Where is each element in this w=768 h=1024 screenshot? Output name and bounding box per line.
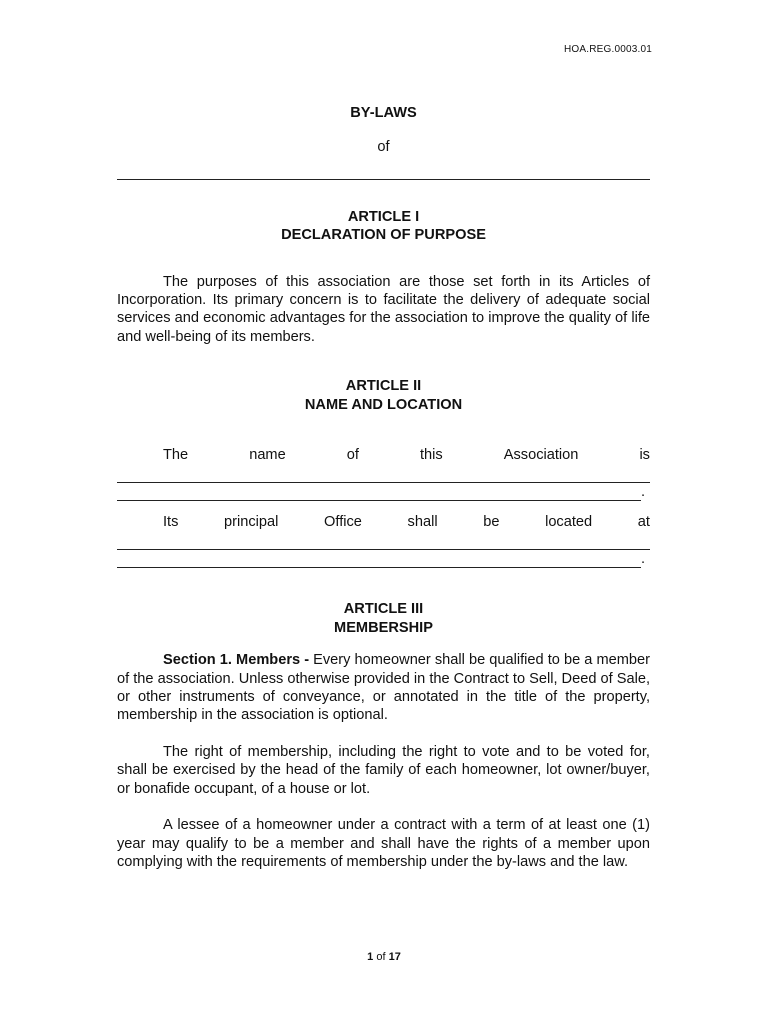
document-body	[117, 104, 650, 871]
word: Its	[163, 514, 179, 531]
article-1-number: ARTICLE I	[347, 208, 420, 225]
period: .	[641, 483, 646, 500]
article-2-number: ARTICLE II	[345, 378, 422, 395]
office-blank-line-2	[117, 550, 650, 568]
office-location-line	[117, 513, 650, 531]
section-1-text: Every homeowner shall be qualified to be a member of the association. Unless otherwise provided in the Contract to Sell, Deed of Sale, or other instruments of conveyance, or annotated in the title of the property, membership in the association is optional.	[117, 652, 650, 724]
word: be	[483, 514, 500, 531]
word: name	[249, 447, 286, 464]
lessee-paragraph: A lessee of a homeowner under a contract with a term of at least one (1) year may qualify to be a member and shall have the rights of a member upon complying with the requirements of membership under the by-laws and the law.	[117, 817, 650, 870]
word: Office	[324, 514, 362, 531]
article-1-title: DECLARATION OF PURPOSE	[281, 227, 486, 244]
article-2-title: NAME AND LOCATION	[304, 396, 463, 413]
name-blank-line-1	[117, 464, 650, 482]
word: The	[163, 447, 189, 464]
page-current: 1	[367, 951, 374, 963]
section-1-label: Section 1. Members -	[163, 652, 310, 669]
association-name-line	[117, 446, 650, 464]
word: Association	[503, 447, 579, 464]
word: is	[639, 447, 650, 464]
word: this	[419, 447, 443, 464]
word: shall	[407, 514, 438, 531]
page-of: of	[373, 951, 389, 963]
article-1-paragraph: The purposes of this association are those set forth in its Articles of Incorporation. Its primary concern is to facilitate the delivery of adequate social services and economic advantages for the association to improve the quality of life and well-being of its members.	[117, 273, 650, 345]
article-3-title: MEMBERSHIP	[334, 619, 433, 636]
document-title: BY-LAWS	[350, 105, 417, 121]
word: principal	[224, 514, 279, 531]
word: located	[545, 514, 593, 531]
page-number	[0, 951, 768, 963]
section-1-paragraph	[117, 651, 650, 725]
word: of	[346, 447, 359, 464]
word: at	[637, 514, 650, 531]
association-name-blank	[117, 179, 650, 180]
title-of: of	[377, 139, 390, 156]
document-code: HOA.REG.0003.01	[563, 44, 652, 55]
period: .	[641, 551, 646, 568]
page-total: 17	[388, 951, 401, 963]
office-blank-line-1	[117, 532, 650, 550]
article-3-number: ARTICLE III	[343, 601, 424, 618]
name-blank-line-2	[117, 483, 650, 501]
membership-rights-paragraph: The right of membership, including the right to vote and to be voted for, shall be exercised by the head of the family of each homeowner, lot owner/buyer, or bonafide occupant, of a house or lot.	[117, 743, 650, 797]
